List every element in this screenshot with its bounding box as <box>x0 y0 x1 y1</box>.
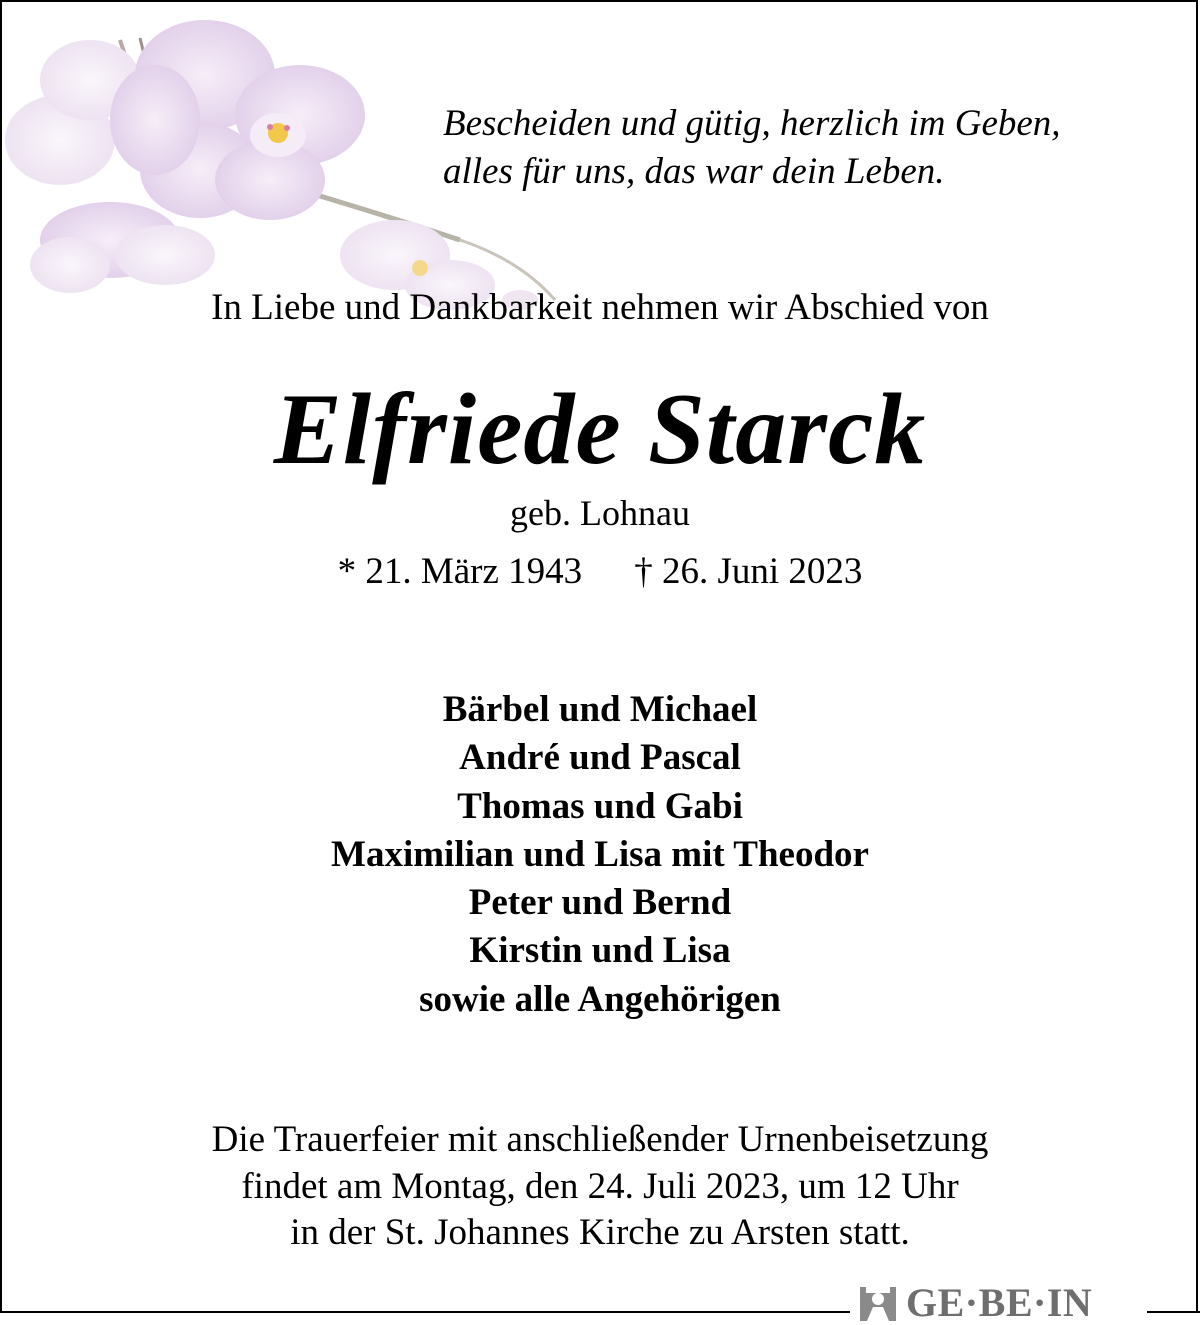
mourners-list <box>0 686 1200 1024</box>
logo-text: GE·BE·IN <box>906 1280 1093 1325</box>
funeral-details <box>0 1117 1200 1257</box>
mourner-line: Maximilian und Lisa mit Theodor <box>331 833 869 875</box>
quote-line-2: alles für uns, das war dein Leben. <box>443 151 945 192</box>
mourner-line: Bärbel und Michael <box>442 689 758 730</box>
mourner-line: Thomas und Gabi <box>457 785 743 827</box>
mourner-line: sowie alle Angehörigen <box>419 978 781 1020</box>
border-bottom-left <box>0 1311 850 1313</box>
deceased-name: Elfriede Starck <box>273 373 927 486</box>
funeral-line-3: in der St. Johannes Kirche zu Arsten statt. <box>290 1212 910 1253</box>
memorial-quote <box>443 100 1061 196</box>
intro-text: In Liebe und Dankbarkeit nehmen wir Abschied von <box>211 287 989 328</box>
death-date: † 26. Juni 2023 <box>634 551 863 592</box>
birth-date: * 21. März 1943 <box>337 551 583 592</box>
quote-line-1: Bescheiden und gütig, herzlich im Geben, <box>443 103 1061 144</box>
funeral-line-2: findet am Montag, den 24. Juli 2023, um 12 Uhr <box>241 1165 959 1207</box>
gebein-logo-icon <box>858 1283 898 1323</box>
funeral-line-1: Die Trauerfeier mit anschließender Urnenbeisetzung <box>211 1119 989 1160</box>
border-bottom-right <box>1147 1311 1200 1313</box>
mourner-line: Kirstin und Lisa <box>469 930 731 972</box>
maiden-name: geb. Lohnau <box>510 493 690 533</box>
gebein-logo <box>858 1281 1092 1325</box>
mourner-line: Peter und Bernd <box>468 882 732 924</box>
mourner-line: André und Pascal <box>459 737 741 779</box>
life-dates <box>0 550 1200 594</box>
